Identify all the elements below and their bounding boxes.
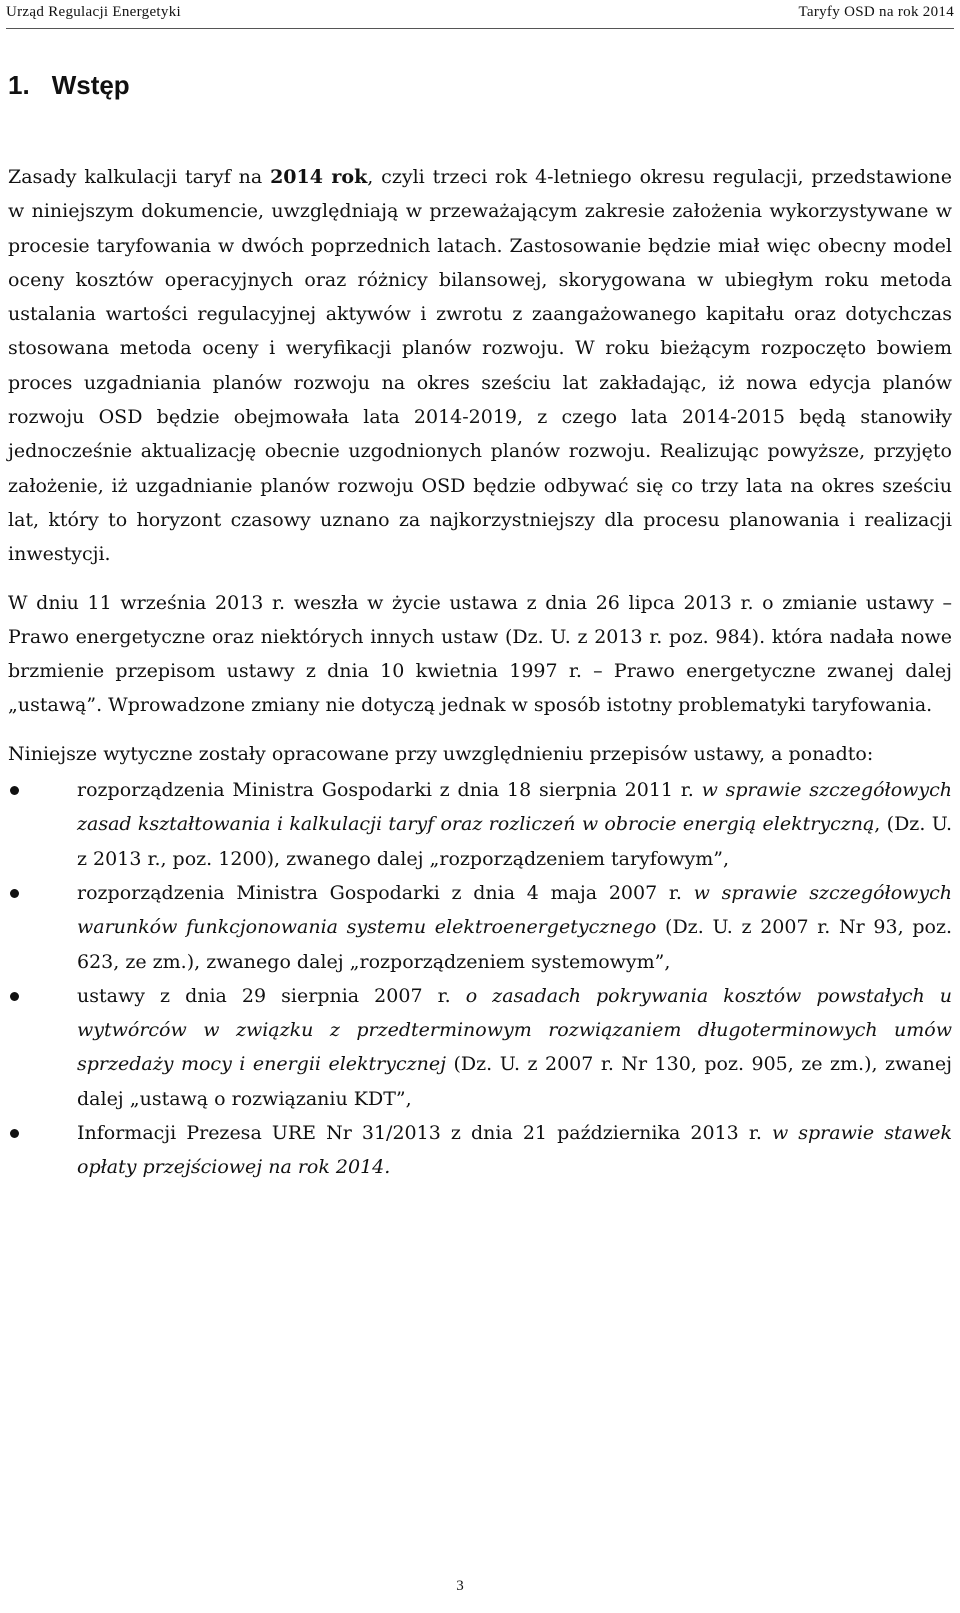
list-item: Informacji Prezesa URE Nr 31/2013 z dnia 21 października 2013 r. w sprawie stawek opłaty przejściowej na rok 2014.	[8, 1116, 952, 1185]
list-item: rozporządzenia Ministra Gospodarki z dnia 18 sierpnia 2011 r. w sprawie szczegółowych zasad kształtowania i kalkulacji taryf oraz rozliczeń w obrocie energią elektryczną, (Dz. U. z 2013 r., poz. 1200), zwanego dalej „rozporządzeniem taryfowym”,	[8, 773, 952, 876]
bullet-icon	[10, 889, 19, 898]
bullet-icon	[10, 1129, 19, 1138]
bullet-icon	[10, 992, 19, 1001]
section-number: 1.	[8, 70, 30, 100]
list-item: ustawy z dnia 29 sierpnia 2007 r. o zasadach pokrywania kosztów powstałych u wytwórców w związku z przedterminowym rozwiązaniem długoterminowych umów sprzedaży mocy i energii elektrycznej (Dz. U. z 2007 r. Nr 130, poz. 905, ze zm.), zwanej dalej „ustawą o rozwiązaniu KDT”,	[8, 979, 952, 1116]
body-text	[8, 160, 952, 1185]
bullet-icon	[10, 786, 19, 795]
section-heading	[8, 70, 130, 101]
bold-year: 2014 rok	[270, 166, 368, 188]
header-left: Urząd Regulacji Energetyki	[6, 4, 181, 20]
paragraph: Zasady kalkulacji taryf na 2014 rok, czyli trzeci rok 4-letniego okresu regulacji, przedstawione w niniejszym dokumencie, uwzględniają w przeważającym zakresie założenia wykorzystywane w procesie taryfowania w dwóch poprzednich latach. Zastosowanie będzie miał więc obecny model oceny kosztów operacyjnych oraz różnicy bilansowej, skorygowana w ubiegłym roku metoda ustalania wartości regulacyjnej aktywów i zwrotu z zaangażowanego kapitału oraz dotychczas stosowana metoda oceny i weryfikacji planów rozwoju. W roku bieżącym rozpoczęto bowiem proces uzgadniania planów rozwoju na okres sześciu lat zakładając, iż nowa edycja planów rozwoju OSD będzie obejmowała lata 2014-2019, z czego lata 2014-2015 będą stanowiły jednocześnie aktualizację obecnie uzgodnionych planów rozwoju. Realizując powyższe, przyjęto założenie, iż uzgadnianie planów rozwoju OSD będzie odbywać się co trzy lata na okres sześciu lat, który to horyzont czasowy uznano za najkorzystniejszy dla procesu planowania i realizacji inwestycji.	[8, 166, 953, 566]
paragraph: W dniu 11 września 2013 r. weszła w życie ustawa z dnia 26 lipca 2013 r. o zmianie ustawy – Prawo energetyczne oraz niektórych innych ustaw (Dz. U. z 2013 r. poz. 984). która nadała nowe brzmienie przepisom ustawy z dnia 10 kwietnia 1997 r. – Prawo energetyczne zwanej dalej „ustawą”. Wprowadzone zmiany nie dotyczą jednak w sposób istotny problematyki taryfowania.	[8, 591, 952, 717]
header-right: Taryfy OSD na rok 2014	[798, 4, 954, 20]
list-item: rozporządzenia Ministra Gospodarki z dnia 4 maja 2007 r. w sprawie szczegółowych warunków funkcjonowania systemu elektroenergetycznego (Dz. U. z 2007 r. Nr 93, poz. 623, ze zm.), zwanego dalej „rozporządzeniem systemowym”,	[8, 876, 952, 979]
legal-acts-list	[8, 773, 952, 1185]
running-header	[6, 0, 954, 29]
page-number: 3	[456, 1578, 464, 1594]
paragraph: Niniejsze wytyczne zostały opracowane przy uwzględnieniu przepisów ustawy, a ponadto:	[8, 742, 874, 765]
section-title: Wstęp	[51, 70, 130, 100]
